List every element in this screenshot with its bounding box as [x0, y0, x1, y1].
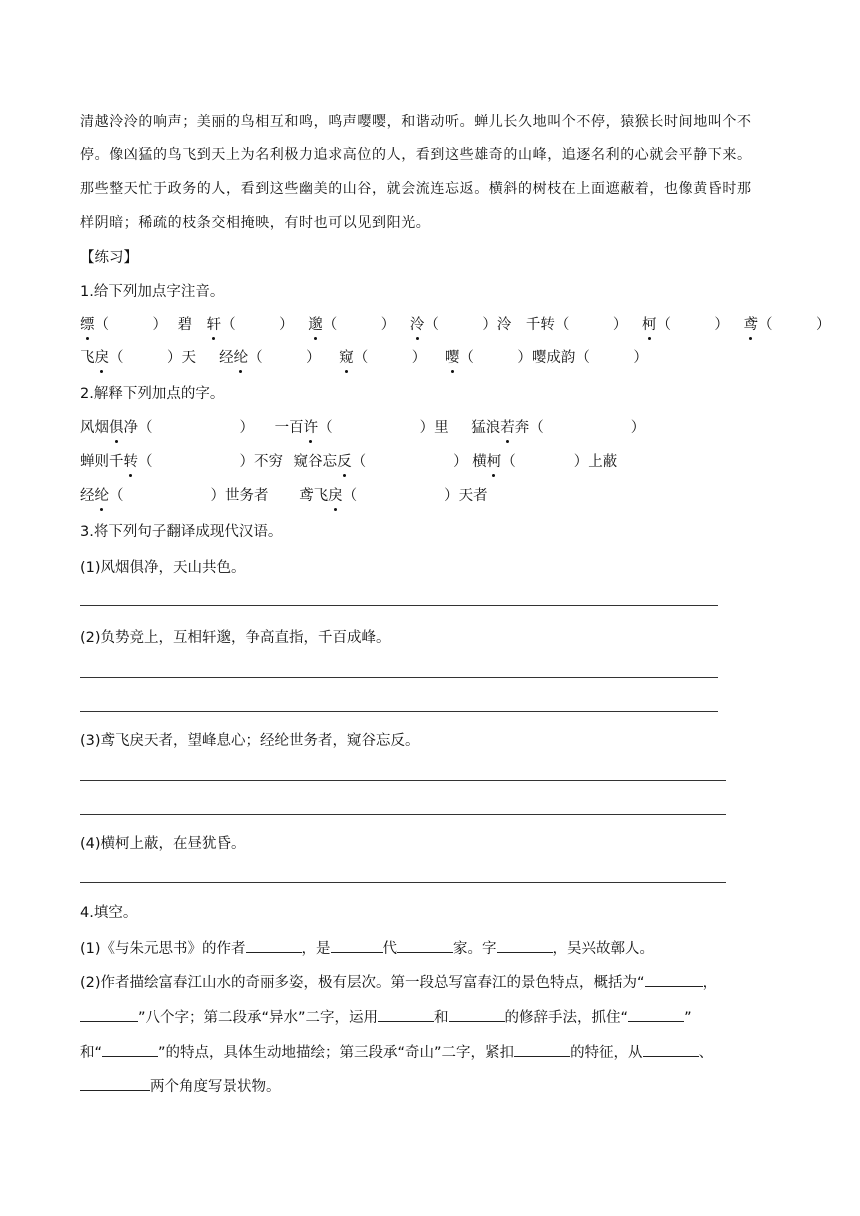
dotted-char: 邈: [308, 317, 323, 333]
dotted-char: 纶: [94, 488, 109, 504]
question-2-row-1: [80, 418, 645, 438]
passage-line: 样阴暗；稀疏的枝条交相掩映，有时也可以见到阳光。: [80, 215, 431, 231]
fill-line-3: ”八个字；第二段承“异水”二字，运用 和 的修辞手法，抓住“ ”: [80, 1007, 692, 1028]
item: 经纶（ ）: [219, 350, 321, 366]
sentence-4: (4)横柯上蔽，在昼犹昏。: [80, 836, 246, 852]
dotted-char: 若: [500, 420, 515, 436]
item: 飞戾（ ）天: [80, 350, 211, 366]
question-1-row-1: [80, 315, 831, 335]
question-3-title: 3.将下列句子翻译成现代汉语。: [80, 524, 283, 540]
dotted-char: 纶: [233, 350, 249, 366]
fill-line-2: (2)作者描绘富春江山水的奇丽多姿，极有层次。第一段总写富春江的景色特点，概括为“ ，: [80, 972, 717, 993]
item: 碧 轩（ ）: [177, 317, 294, 333]
item: 嘤（ ）嘤成韵（ ）: [444, 350, 648, 366]
item: 鸢（ ）: [743, 317, 831, 333]
blank[interactable]: [80, 1076, 150, 1091]
answer-line[interactable]: [80, 605, 718, 606]
item: 风烟俱净（ ）: [80, 420, 254, 436]
item: 一百许（ ）里: [274, 420, 449, 436]
item: 窥（ ）: [339, 350, 427, 366]
dotted-char: 嘤: [444, 350, 460, 366]
blank[interactable]: [645, 972, 703, 987]
sentence-1: (1)风烟俱净，天山共色。: [80, 560, 246, 576]
item: 经纶（ ）世务者: [80, 488, 269, 504]
dotted-char: 柯: [486, 454, 502, 470]
question-1-title: 1.给下列加点字注音。: [80, 284, 225, 300]
fill-line-1: (1)《与朱元思书》的作者 ，是 代 家。字 ，吴兴故鄣人。: [80, 938, 654, 959]
question-2-title: 2.解释下列加点的字。: [80, 386, 225, 402]
blank[interactable]: [628, 1007, 684, 1022]
question-4-title: 4.填空。: [80, 905, 138, 921]
item: 邈（ ）: [308, 317, 396, 333]
fill-line-5: 两个角度写景状物。: [80, 1076, 281, 1097]
item: 蝉则千转（ ）不穷: [80, 454, 283, 470]
blank[interactable]: [643, 1042, 699, 1057]
dotted-char: 轩: [206, 317, 222, 333]
dotted-char: 柯: [641, 317, 657, 333]
section-title: 【练习】: [80, 250, 138, 266]
item: 窥谷忘反（ ）: [293, 454, 468, 470]
passage-line: 停。像凶猛的鸟飞到天上为名利极力追求高位的人，看到这些雄奇的山峰，追逐名利的心就会平静下来。: [80, 147, 752, 163]
blank[interactable]: [246, 938, 302, 953]
blank[interactable]: [514, 1042, 570, 1057]
item: 泠（ ）泠 千转（ ）: [409, 317, 628, 333]
passage-line: 那些整天忙于政务的人，看到这些幽美的山谷，就会流连忘返。横斜的树枝在上面遮蔽着，也像黄昏时那: [80, 181, 752, 197]
fill-line-4: 和“ ”的特点，具体生动地描绘；第三段承“奇山”二字，紧扣 的特征，从 、: [80, 1042, 713, 1063]
blank[interactable]: [80, 1007, 138, 1022]
dotted-char: 反: [337, 454, 352, 470]
dotted-char: 转: [123, 454, 138, 470]
item: 柯（ ）: [641, 317, 729, 333]
blank[interactable]: [378, 1007, 434, 1022]
answer-line[interactable]: [80, 677, 718, 678]
dotted-char: 缥: [80, 317, 95, 333]
answer-line[interactable]: [80, 814, 726, 815]
passage-line: 清越泠泠的响声；美丽的鸟相互和鸣，鸣声嘤嘤，和谐动听。蝉儿长久地叫个不停，猿猴长时间地叫个不: [80, 114, 752, 130]
dotted-char: 窥: [339, 350, 354, 366]
blank[interactable]: [102, 1042, 158, 1057]
dotted-char: 俱: [109, 420, 124, 436]
answer-line[interactable]: [80, 711, 718, 712]
item: 横柯（ ）上蔽: [472, 454, 618, 470]
dotted-char: 戾: [94, 350, 109, 366]
item: 缥（ ）: [80, 317, 167, 333]
question-2-row-3: [80, 486, 488, 506]
blank[interactable]: [449, 1007, 505, 1022]
dotted-char: 泠: [409, 317, 425, 333]
blank[interactable]: [397, 938, 453, 953]
blank[interactable]: [331, 938, 383, 953]
item: 鸢飞戾（ ）天者: [299, 488, 488, 504]
sentence-3: (3)鸢飞戾天者，望峰息心；经纶世务者，窥谷忘反。: [80, 733, 420, 749]
dotted-char: 戾: [328, 488, 343, 504]
dotted-char: 许: [303, 420, 319, 436]
sentence-2: (2)负势竞上，互相轩邈，争高直指，千百成峰。: [80, 630, 391, 646]
question-1-row-2: [80, 348, 648, 368]
item: 猛浪若奔（ ）: [471, 420, 646, 436]
dotted-char: 鸢: [743, 317, 759, 333]
question-2-row-2: [80, 452, 617, 472]
answer-line[interactable]: [80, 882, 726, 883]
blank[interactable]: [497, 938, 553, 953]
answer-line[interactable]: [80, 780, 726, 781]
